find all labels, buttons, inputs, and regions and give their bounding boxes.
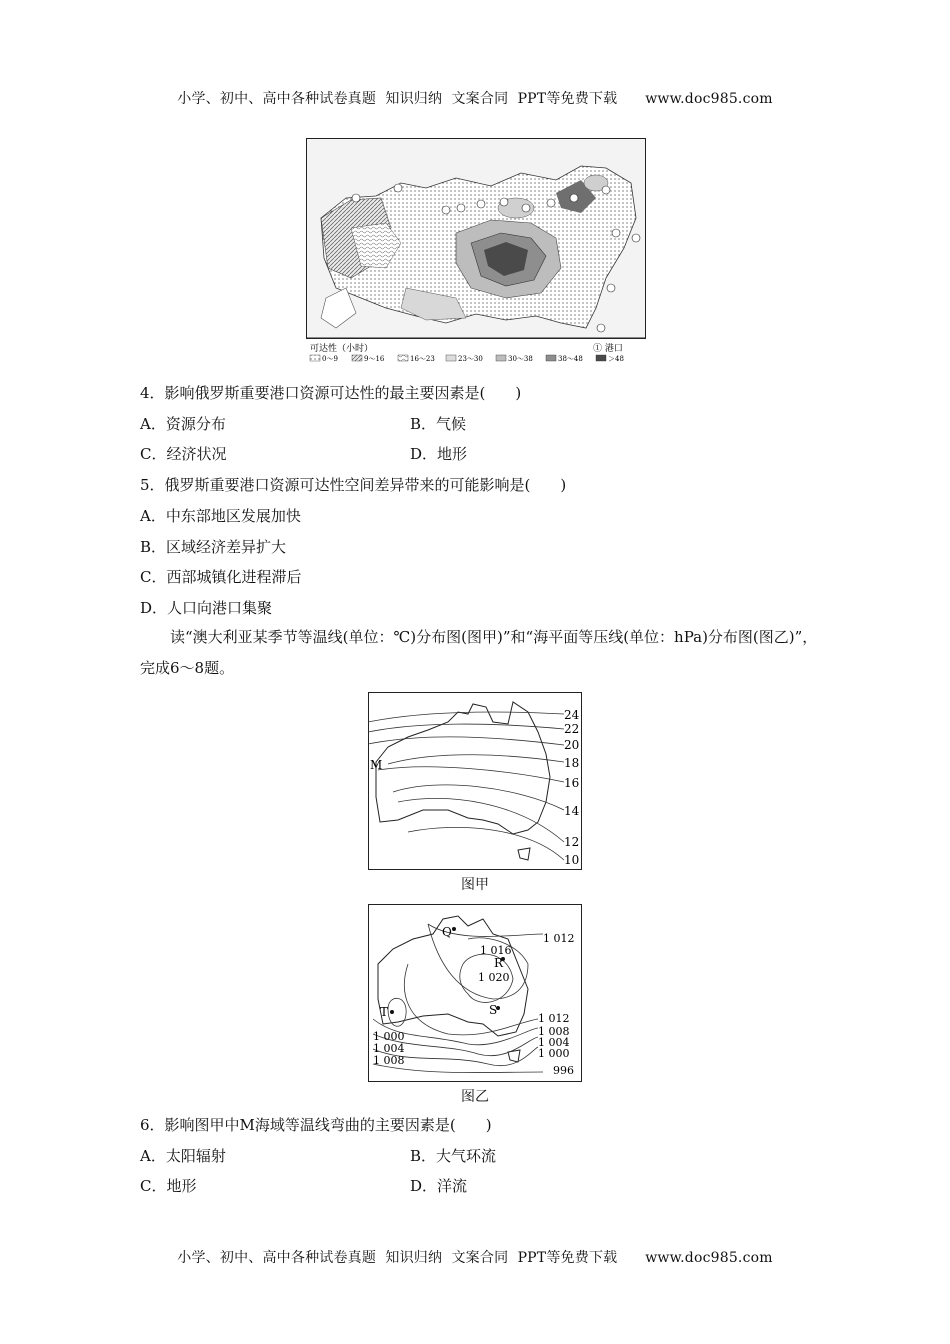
isobar-label-1008-east: 1 008 [538,1025,570,1038]
question-6-option-c: C．地形 [140,1177,197,1195]
question-6-option-b: B．大气环流 [410,1147,497,1165]
point-r-label: R [494,956,504,970]
question-4-stem: 4．影响俄罗斯重要港口资源可达性的最主要因素是( ) [140,384,522,402]
isobar-label-1004-east: 1 004 [538,1036,570,1049]
isotherm-label-10: 10 [564,853,580,867]
question-5-option-a: A．中东部地区发展加快 [140,507,301,525]
russia-map-port-legend: ① 港口 [593,344,623,354]
figure-yi-isobar-map [368,904,582,1086]
question-5-option-b: B．区域经济差异扩大 [140,538,287,556]
page-footer: 小学、初中、高中各种试卷真题 知识归纳 文案合同 PPT等免费下载 www.doc985.com [177,1250,773,1266]
isotherm-label-22: 22 [564,722,580,736]
legend-item-1: 0～9 [322,355,338,363]
russia-map-legend-title: 可达性（小时） [310,344,374,354]
point-s-label: S [489,1003,498,1017]
question-4-option-c: C．经济状况 [140,445,227,463]
russia-accessibility-map [306,138,646,370]
legend-item-6: 38～48 [558,355,583,363]
question-4-option-d: D．地形 [410,445,468,463]
question-5-stem: 5．俄罗斯重要港口资源可达性空间差异带来的可能影响是( ) [140,476,567,494]
question-6-option-a: A．太阳辐射 [140,1147,226,1165]
isotherm-label-12: 12 [564,835,580,849]
isobar-label-1000-east: 1 000 [538,1047,570,1060]
question-6-stem: 6．影响图甲中M海域等温线弯曲的主要因素是( ) [140,1116,492,1134]
point-q-label: Q [442,925,452,939]
isotherm-label-18: 18 [564,756,580,770]
isobar-label-1012-south: 1 012 [538,1012,570,1025]
question-4-option-a: A．资源分布 [140,415,226,433]
isotherm-label-14: 14 [564,804,580,818]
figure-jia-isotherm-map [368,692,582,874]
intro-text: 读“澳大利亚某季节等温线(单位：℃)分布图(图甲)”和“海平面等压线(单位：hPa)分布图(图乙)”，完成6～8题。 [140,628,818,677]
point-m-label: M [370,758,383,772]
isobar-label-996: 996 [553,1064,574,1077]
point-t-label: T [380,1005,389,1019]
isobar-label-1004-west: 1 004 [373,1042,405,1055]
legend-item-5: 30～38 [508,355,533,363]
legend-item-7: ＞48 [608,355,624,363]
isobar-label-1020: 1 020 [478,971,510,984]
figure-yi-caption: 图乙 [461,1089,489,1105]
isobar-label-1016: 1 016 [480,944,512,957]
isobar-label-1012-north: 1 012 [543,932,575,945]
figure-jia-caption: 图甲 [461,877,489,893]
legend-item-4: 23～30 [458,355,483,363]
question-6-option-d: D．洋流 [410,1177,468,1195]
page-header: 小学、初中、高中各种试卷真题 知识归纳 文案合同 PPT等免费下载 www.doc985.com [177,91,773,107]
isobar-label-1008-west: 1 008 [373,1054,405,1067]
isobar-label-1000-west: 1 000 [373,1030,405,1043]
intro-paragraph [140,622,820,684]
isotherm-label-20: 20 [564,738,580,752]
legend-item-3: 16～23 [410,355,435,363]
isotherm-label-16: 16 [564,776,580,790]
isotherm-label-24: 24 [564,708,580,722]
question-4-option-b: B．气候 [410,415,467,433]
question-5-option-c: C．西部城镇化进程滞后 [140,568,302,586]
legend-item-2: 9～16 [364,355,385,363]
question-5-option-d: D．人口向港口集聚 [140,599,273,617]
